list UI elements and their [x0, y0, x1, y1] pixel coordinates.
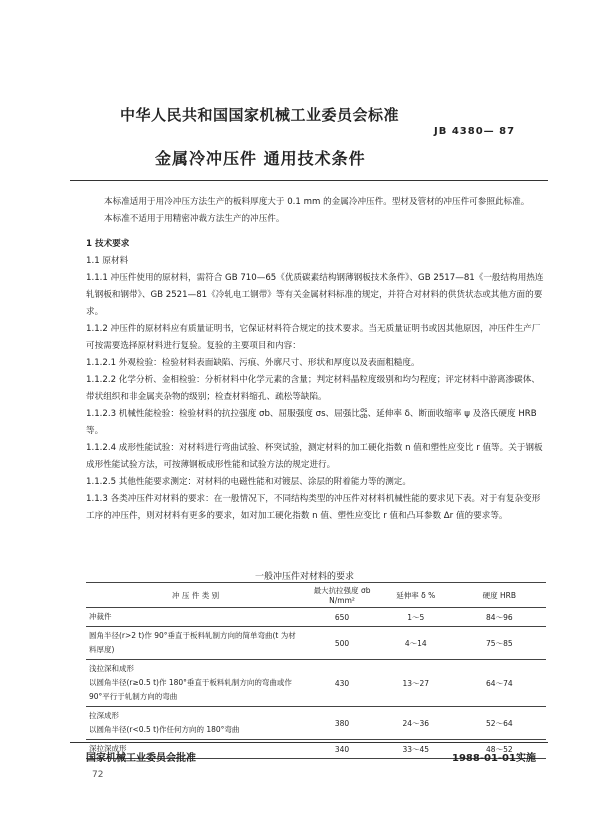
page-number: 72	[92, 770, 104, 780]
clause-1-1-1: 1.1.1 冲压件使用的原材料，需符合 GB 710—65《优质碳素结构钢薄钢板技术条件》、GB 2517—81《一般结构用热连轧钢板和钢带》、GB 2521—81《冷轧电工钢带》等有关金属材料标准的规定，并符合对材料的供货状态或其他方面的要求。	[86, 273, 544, 317]
material-requirements-table	[86, 582, 546, 759]
fraction-top: σs	[360, 406, 368, 414]
section-heading: 1 技术要求	[86, 239, 130, 249]
intro-paragraph: 本标准适用于用冷冲压方法生产的板料厚度大于 0.1 mm 的金属冷冲压件。型材及管材的冲压件可参照此标准。	[104, 197, 530, 207]
table-cell: 拉深成形 以圆角半径(r<0.5 t)作任何方向的 180°弯曲	[86, 707, 305, 740]
table-row	[86, 660, 546, 707]
column-header: 延伸率 δ %	[379, 583, 453, 608]
approval-authority: 国家机械工业委员会批准	[86, 753, 196, 764]
fraction-bottom: σb	[359, 412, 368, 420]
clause-1-1-2-5: 1.1.2.5 其他性能要求测定：对材料的电磁性能和对镀层、涂层的附着能力等的测定。	[86, 477, 411, 487]
table-cell: 84～96	[453, 608, 546, 627]
column-header: 冲 压 件 类 别	[86, 583, 305, 608]
table-cell: 33～45	[379, 740, 453, 759]
table-cell: 深拉深成形	[86, 740, 305, 759]
clause-1-1-2-2: 1.1.2.2 化学分析、金相检验：分析材料中化学元素的含量；判定材料晶粒度级别和均匀程度；评定材料中游离渗碳体、带状组织和非金属夹杂物的级别；检查材料缩孔、疏松等缺陷。	[86, 375, 540, 402]
issuing-organization: 中华人民共和国国家机械工业委员会标准	[120, 106, 400, 124]
table-cell: 64～74	[453, 660, 546, 707]
clause-text: 、延伸率 δ、断面收缩率 ψ 及洛氏硬度 HRB 等。	[86, 409, 537, 436]
table-cell: 380	[305, 707, 379, 740]
clause-1-1-3: 1.1.3 各类冲压件对材料的要求：在一般情况下，不同结构类型的冲压件对材料机械性能的要求见下表。对于有复杂变形工序的冲压件，则对材料有更多的要求，如对加工硬化指数 n 值、塑性应变比 r 值和凸耳参数 Δr 值的要求等。	[86, 494, 541, 521]
table-cell: 冲裁件	[86, 608, 305, 627]
table-cell: 48～52	[453, 740, 546, 759]
body-text	[86, 194, 548, 525]
table-cell: 75～85	[453, 627, 546, 660]
table-cell: 13～27	[379, 660, 453, 707]
clause-text: 1.1.2.3 机械性能检验：检验材料的抗拉强度 σb、屈服强度 σs、屈强比	[86, 409, 360, 419]
subsection-heading: 1.1 原材料	[86, 256, 129, 266]
column-header: 最大抗拉强度 σb N/mm²	[305, 583, 379, 608]
page-title: 金属冷冲压件 通用技术条件	[155, 149, 366, 168]
table-cell: 圆角半径(r>2 t)作 90°垂直于板料轧制方向的简单弯曲(t 为材料厚度)	[86, 627, 305, 660]
clause-1-1-2-3	[86, 406, 548, 440]
table-cell: 24～36	[379, 707, 453, 740]
table-cell: 浅拉深和成形 以圆角半径(r≥0.5 t)作 180°垂直于板料轧制方向的弯曲或作 90°平行于轧制方向的弯曲	[86, 660, 305, 707]
table-cell: 4～14	[379, 627, 453, 660]
effective-date: 1988-01-01实施	[452, 753, 536, 764]
clause-1-1-2: 1.1.2 冲压件的原材料应有质量证明书，它保证材料符合规定的技术要求。当无质量证明书或因其他原因，冲压件生产厂可按需要选择原材料进行复验。复验的主要项目和内容：	[86, 324, 541, 351]
clause-1-1-2-1: 1.1.2.1 外观检验：检验材料表面缺陷、污痕、外廓尺寸、形状和厚度以及表面粗糙度。	[86, 358, 420, 368]
table-cell: 52～64	[453, 707, 546, 740]
header-rule	[70, 180, 548, 181]
table-header-row	[86, 583, 546, 608]
table-row	[86, 627, 546, 660]
footer-rule	[70, 742, 548, 743]
table-cell: 500	[305, 627, 379, 660]
table-row	[86, 608, 546, 627]
yield-ratio-fraction	[360, 408, 368, 420]
table-cell: 340	[305, 740, 379, 759]
table-cell: 430	[305, 660, 379, 707]
standard-code: JB 4380— 87	[434, 126, 516, 137]
table-caption: 一般冲压件对材料的要求	[255, 572, 355, 582]
intro-paragraph: 本标准不适用于用精密冲裁方法生产的冲压件。	[104, 214, 285, 224]
table-cell: 1～5	[379, 608, 453, 627]
table-cell: 650	[305, 608, 379, 627]
clause-1-1-2-4: 1.1.2.4 成形性能试验：对材料进行弯曲试验、杯突试验，测定材料的加工硬化指数 n 值和塑性应变比 r 值等。关于钢板成形性能试验方法，可按薄钢板成形性能和试验方法的规定进行。	[86, 443, 543, 470]
column-header: 硬度 HRB	[453, 583, 546, 608]
table-row	[86, 707, 546, 740]
